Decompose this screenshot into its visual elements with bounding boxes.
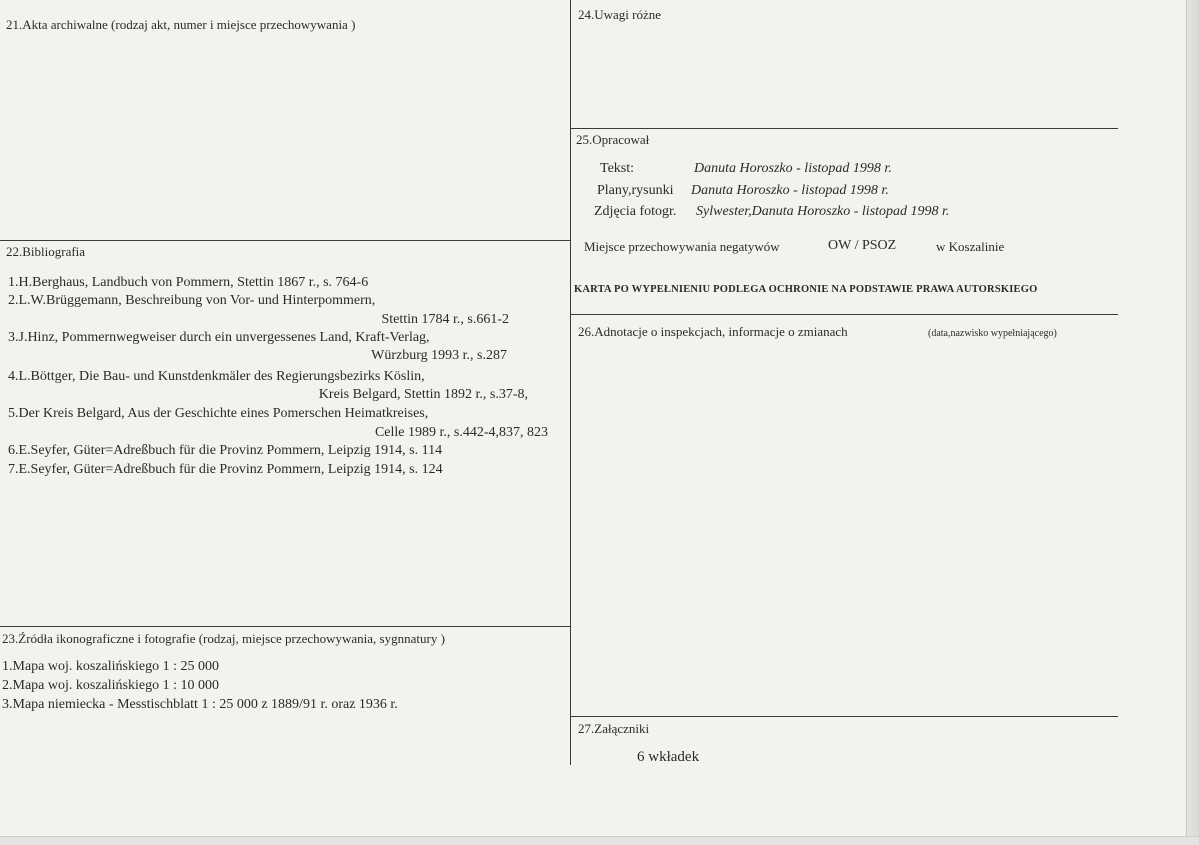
bibliography-item: 1.H.Berghaus, Landbuch von Pommern, Stettin 1867 r., s. 764-6	[8, 275, 369, 290]
negatives-value: OW / PSOZ	[828, 238, 897, 253]
author-photos-value: Sylwester,Danuta Horoszko - listopad 1998 r.	[696, 204, 950, 219]
iconography-item: 2.Mapa woj. koszalińskiego 1 : 10 000	[2, 678, 219, 693]
divider-26-27	[570, 716, 1118, 717]
bibliography-item: 5.Der Kreis Belgard, Aus der Geschichte eines Pomerschen Heimatkreises,	[8, 406, 429, 421]
author-text-value: Danuta Horoszko - listopad 1998 r.	[694, 161, 892, 176]
section-23-header: 23.Źródła ikonograficzne i fotografie (rodzaj, miejsce przechowywania, sygnnatury )	[2, 631, 445, 646]
bibliography-item: Celle 1989 r., s.442-4,837, 823	[374, 425, 548, 440]
section-24-header: 24.Uwagi różne	[578, 7, 662, 22]
negatives-suffix: w Koszalinie	[936, 239, 1005, 254]
bibliography-item: Kreis Belgard, Stettin 1892 r., s.37-8,	[318, 387, 528, 402]
author-text-label: Tekst:	[600, 161, 635, 176]
bibliography-item: 3.J.Hinz, Pommernwegweiser durch ein unvergessenes Land, Kraft-Verlag,	[8, 330, 430, 345]
section-27-header: 27.Załączniki	[578, 721, 650, 736]
bibliography-item: 6.E.Seyfer, Güter=Adreßbuch für die Provinz Pommern, Leipzig 1914, s. 114	[8, 443, 443, 458]
iconography-item: 3.Mapa niemiecka - Messtischblatt 1 : 25 000 z 1889/91 r. oraz 1936 r.	[2, 697, 398, 712]
author-photos-label: Zdjęcia fotogr.	[594, 204, 677, 219]
divider-25-26	[570, 314, 1118, 315]
negatives-label: Miejsce przechowywania negatywów	[584, 239, 780, 254]
section-22-header: 22.Bibliografia	[6, 244, 86, 259]
section-21-header: 21.Akta archiwalne (rodzaj akt, numer i miejsce przechowywania )	[6, 17, 356, 32]
divider-24-25	[570, 128, 1118, 129]
bibliography-item: 7.E.Seyfer, Güter=Adreßbuch für die Provinz Pommern, Leipzig 1914, s. 124	[8, 462, 443, 477]
paper-edge-right	[1186, 0, 1199, 845]
divider-22-23	[0, 626, 571, 627]
divider-21-22	[0, 240, 571, 241]
author-plans-value: Danuta Horoszko - listopad 1998 r.	[691, 183, 889, 198]
attachments-value: 6 wkładek	[637, 749, 700, 765]
bibliography-item: Würzburg 1993 r., s.287	[371, 348, 507, 363]
center-divider	[570, 0, 571, 765]
copyright-notice: KARTA PO WYPEŁNIENIU PODLEGA OCHRONIE NA PODSTAWIE PRAWA AUTORSKIEGO	[574, 284, 1038, 295]
iconography-item: 1.Mapa woj. koszalińskiego 1 : 25 000	[2, 659, 219, 674]
bibliography-item: Stettin 1784 r., s.661-2	[381, 312, 509, 327]
section-25-header: 25.Opracował	[576, 132, 650, 147]
bibliography-item: 2.L.W.Brüggemann, Beschreibung von Vor- und Hinterpommern,	[8, 293, 376, 308]
bibliography-item: 4.L.Böttger, Die Bau- und Kunstdenkmäler des Regierungsbezirks Köslin,	[8, 369, 425, 384]
section-26-header-note: (data,nazwisko wypełniającego)	[928, 328, 1057, 339]
paper-edge-bottom	[0, 836, 1199, 845]
author-plans-label: Plany,rysunki	[597, 183, 674, 198]
section-26-header: 26.Adnotacje o inspekcjach, informacje o zmianach	[578, 324, 848, 339]
